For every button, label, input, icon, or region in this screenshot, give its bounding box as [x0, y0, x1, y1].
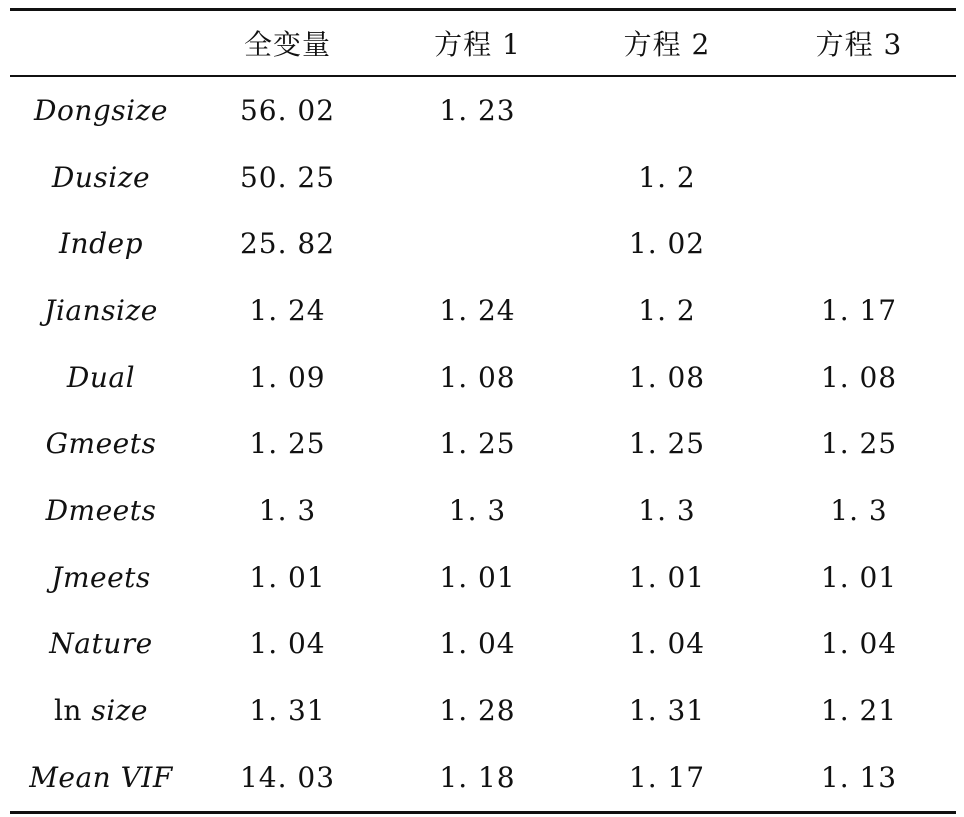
cell-equation-1: 1. 18: [383, 744, 572, 812]
cell-equation-2: [572, 76, 762, 144]
cell-equation-1: 1. 25: [439, 427, 516, 461]
cell-equation-1: 1. 28: [439, 694, 516, 728]
table-header: [10, 10, 956, 77]
cell-equation-1: 1. 01: [439, 560, 516, 594]
cell-equation-3: 1. 3: [830, 493, 888, 527]
variable-label: Jmeets: [51, 560, 151, 594]
cell-equation-3: 1. 13: [762, 744, 956, 812]
vif-table-container: [10, 8, 956, 814]
table-row: [10, 611, 956, 678]
row-variable-name: [10, 677, 192, 744]
cell-equation-1: 1. 24: [439, 293, 516, 327]
header-cell-variable: [10, 10, 192, 77]
table-row: [10, 210, 956, 277]
variable-label: Jiansize: [44, 293, 158, 327]
cell-equation-1: 1. 23: [439, 93, 516, 127]
cell-equation-1: 1. 04: [439, 627, 516, 661]
variable-prefix: ln: [53, 694, 92, 728]
cell-all-variables: 56. 02: [239, 93, 336, 127]
table-row: [10, 344, 956, 411]
variable-label: Mean VIF: [29, 760, 173, 794]
cell-equation-3: 1. 25: [820, 427, 898, 461]
cell-equation-1: [383, 210, 572, 277]
row-variable-name: [10, 744, 192, 812]
cell-equation-3: 1. 01: [820, 560, 898, 594]
row-variable-name: [10, 611, 192, 678]
variable-label: Gmeets: [45, 427, 157, 461]
cell-all-variables: 1. 01: [249, 560, 326, 594]
cell-equation-3: [762, 144, 956, 211]
table-row: [10, 677, 956, 744]
vif-table: [10, 8, 956, 814]
header-cell-all-variables: 全变量: [192, 10, 383, 77]
header-cell-equation-3: 方程 3: [762, 10, 956, 77]
variable-label: Nature: [49, 627, 153, 661]
cell-equation-1: [383, 144, 572, 211]
cell-equation-2: 1. 3: [638, 493, 696, 527]
row-variable-name: [10, 477, 192, 544]
cell-equation-2: 1. 31: [628, 694, 706, 728]
cell-equation-2: 1. 08: [628, 360, 706, 394]
cell-all-variables: 1. 09: [249, 360, 326, 394]
cell-equation-2: 1. 2: [638, 293, 696, 327]
variable-label: Dongsize: [34, 93, 168, 127]
cell-equation-2: 1. 01: [628, 560, 706, 594]
cell-all-variables: 1. 31: [249, 694, 326, 728]
table-row: [10, 744, 956, 812]
header-cell-equation-1: 方程 1: [383, 10, 572, 77]
header-row: [10, 10, 956, 77]
cell-all-variables: 14. 03: [192, 744, 383, 812]
row-variable-name: [10, 144, 192, 211]
cell-all-variables: 1. 04: [249, 627, 326, 661]
cell-all-variables: 1. 25: [249, 427, 326, 461]
cell-equation-3: 1. 04: [820, 627, 898, 661]
variable-label: size: [91, 694, 149, 728]
cell-equation-3: [762, 210, 956, 277]
cell-equation-1: 1. 08: [439, 360, 516, 394]
variable-label: Dmeets: [45, 493, 157, 527]
row-variable-name: [10, 544, 192, 611]
header-cell-equation-2: 方程 2: [572, 10, 762, 77]
table-body: [10, 76, 956, 812]
table-row: [10, 477, 956, 544]
cell-all-variables: 50. 25: [239, 160, 336, 194]
cell-equation-3: [762, 76, 956, 144]
cell-equation-3: 1. 08: [820, 360, 898, 394]
table-row: [10, 410, 956, 477]
cell-all-variables: 1. 3: [258, 493, 317, 527]
row-variable-name: [10, 344, 192, 411]
table-row: [10, 144, 956, 211]
variable-label: Dusize: [51, 160, 151, 194]
variable-label: Dual: [66, 360, 136, 394]
cell-equation-3: 1. 21: [820, 694, 898, 728]
cell-equation-3: 1. 17: [820, 293, 898, 327]
row-variable-name: [10, 210, 192, 277]
cell-all-variables: 1. 24: [249, 293, 326, 327]
table-row: [10, 544, 956, 611]
table-row: [10, 277, 956, 344]
cell-equation-2: 1. 25: [628, 427, 706, 461]
table-row: [10, 76, 956, 144]
cell-equation-2: 1. 02: [628, 227, 706, 261]
row-variable-name: [10, 410, 192, 477]
row-variable-name: [10, 76, 192, 144]
cell-equation-2: 1. 17: [572, 744, 762, 812]
cell-equation-1: 1. 3: [448, 493, 507, 527]
cell-equation-2: 1. 2: [638, 160, 696, 194]
variable-label: Indep: [58, 227, 143, 261]
row-variable-name: [10, 277, 192, 344]
cell-equation-2: 1. 04: [628, 627, 706, 661]
cell-all-variables: 25. 82: [239, 227, 336, 261]
